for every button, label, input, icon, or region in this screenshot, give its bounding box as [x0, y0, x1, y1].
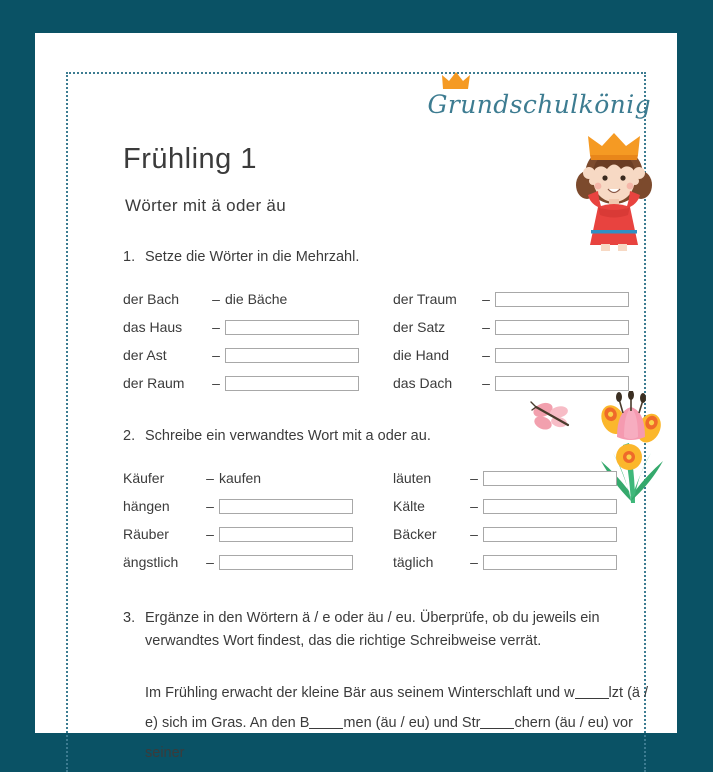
- word-row: [393, 548, 663, 576]
- word-row: [393, 341, 663, 369]
- dash-separator: –: [206, 498, 214, 515]
- exercise-2: [123, 425, 663, 576]
- dash-separator: –: [482, 319, 490, 336]
- word-label: Bäcker: [393, 526, 437, 543]
- exercise-3-instruction-line2: Wort findest, das die richtige Schreibweise verrät.: [223, 633, 542, 650]
- answer-blank[interactable]: [483, 499, 617, 514]
- answer-blank[interactable]: [219, 499, 353, 514]
- answer-blank[interactable]: [483, 471, 617, 486]
- word-label: der Bach: [123, 291, 180, 308]
- word-label: der Raum: [123, 375, 185, 392]
- exercise-1: [123, 246, 663, 397]
- answer-blank[interactable]: [219, 555, 353, 570]
- word-label: Käufer: [123, 470, 165, 487]
- text-segment-3: sich im Gras. An den B: [161, 715, 310, 732]
- exercise-1-number: 1.: [123, 249, 136, 265]
- prefilled-answer: kaufen: [219, 470, 262, 487]
- worksheet-page: [35, 33, 677, 761]
- dash-separator: –: [470, 554, 478, 571]
- word-label: ängstlich: [123, 554, 179, 571]
- exercise-1-heading: [123, 246, 663, 269]
- word-row: [393, 464, 663, 492]
- exercise-3-heading: [123, 607, 663, 653]
- text-segment-2: lzt (ä / e): [145, 685, 649, 732]
- logo-text: Grundschulkönig: [427, 90, 651, 119]
- word-row: [393, 520, 663, 548]
- word-row: [123, 464, 393, 492]
- dash-separator: –: [482, 347, 490, 364]
- exercise-3: [123, 607, 663, 769]
- word-label: der Satz: [393, 319, 446, 336]
- word-row: [123, 313, 393, 341]
- answer-blank[interactable]: [225, 320, 359, 335]
- answer-blank[interactable]: [483, 527, 617, 542]
- dash-separator: –: [470, 526, 478, 543]
- dash-separator: –: [206, 554, 214, 571]
- word-label: das Dach: [393, 375, 453, 392]
- word-label: läuten: [393, 470, 432, 487]
- text-segment-5: chern (äu / eu) vor seiner: [145, 715, 633, 761]
- exercise-2-instruction: Schreibe ein verwandtes Wort mit a oder au.: [145, 428, 431, 444]
- dash-separator: –: [482, 291, 490, 308]
- word-label: täglich: [393, 554, 434, 571]
- exercise-3-text: [145, 679, 663, 768]
- answer-blank[interactable]: [225, 376, 359, 391]
- inline-blank[interactable]: [575, 698, 609, 699]
- page-title: Frühling 1: [123, 143, 257, 175]
- exercise-3-instruction: [145, 607, 663, 653]
- prefilled-answer: die Bäche: [225, 291, 288, 308]
- exercise-3-instruction-line1: Ergänze in den Wörtern ä / e oder äu / eu. Überprüfe, ob du jeweils ein verwandtes: [145, 610, 600, 650]
- word-row: [393, 313, 663, 341]
- grundschulkoenig-logo: [411, 71, 651, 119]
- dash-separator: –: [212, 319, 220, 336]
- word-label: der Ast: [123, 347, 167, 364]
- word-label: die Hand: [393, 347, 450, 364]
- dash-separator: –: [470, 470, 478, 487]
- word-row: [123, 369, 393, 397]
- text-segment-4: men (äu / eu) und Str: [343, 715, 481, 732]
- answer-blank[interactable]: [483, 555, 617, 570]
- word-row: [123, 341, 393, 369]
- answer-blank[interactable]: [225, 348, 359, 363]
- answer-blank[interactable]: [495, 292, 629, 307]
- word-row: [123, 492, 393, 520]
- word-label: der Traum: [393, 291, 457, 308]
- dash-separator: –: [212, 347, 220, 364]
- word-row: [393, 285, 663, 313]
- answer-blank[interactable]: [495, 320, 629, 335]
- exercise-2-heading: [123, 425, 663, 448]
- word-label: hängen: [123, 498, 170, 515]
- crown-icon: [441, 71, 471, 91]
- dash-separator: –: [206, 470, 214, 487]
- word-row: [123, 520, 393, 548]
- dash-separator: –: [212, 291, 220, 308]
- word-label: Kälte: [393, 498, 425, 515]
- exercise-3-number: 3.: [123, 610, 136, 626]
- word-row: [393, 492, 663, 520]
- word-label: das Haus: [123, 319, 183, 336]
- dash-separator: –: [206, 526, 214, 543]
- answer-blank[interactable]: [219, 527, 353, 542]
- girl-with-crown-illustration: [568, 133, 660, 251]
- inline-blank[interactable]: [480, 728, 514, 729]
- dash-separator: –: [212, 375, 220, 392]
- word-row: [123, 285, 393, 313]
- page-subtitle: Wörter mit ä oder äu: [125, 196, 286, 215]
- word-row: [393, 369, 663, 397]
- exercise-2-number: 2.: [123, 428, 136, 444]
- answer-blank[interactable]: [495, 376, 629, 391]
- word-row: [123, 548, 393, 576]
- dash-separator: –: [482, 375, 490, 392]
- word-label: Räuber: [123, 526, 169, 543]
- text-segment-1: Im Frühling erwacht der kleine Bär aus seinem Winterschlaft und w: [145, 685, 575, 702]
- inline-blank[interactable]: [309, 728, 343, 729]
- exercise-1-instruction: Setze die Wörter in die Mehrzahl.: [145, 249, 360, 265]
- dash-separator: –: [470, 498, 478, 515]
- answer-blank[interactable]: [495, 348, 629, 363]
